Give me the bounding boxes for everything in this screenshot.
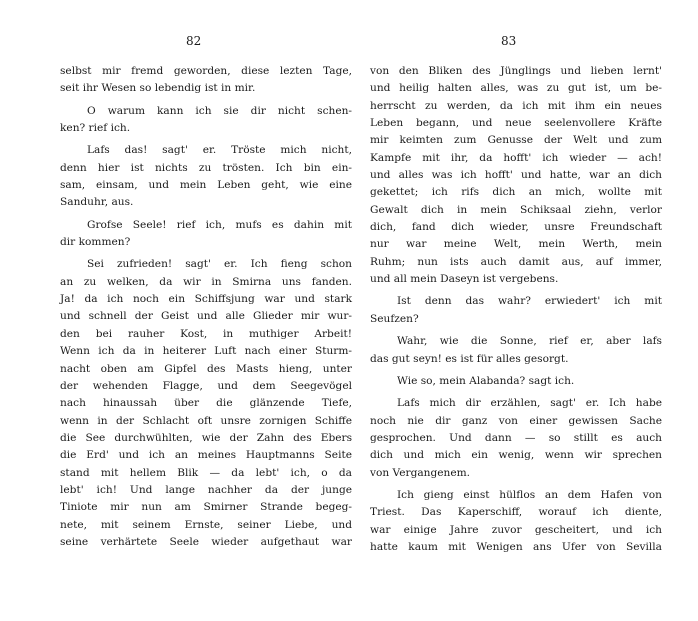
text-line: die See durchwühlten, wie der Zahn des Ebers xyxy=(60,431,352,444)
text-line: Sanduhr, aus. xyxy=(60,196,134,209)
text-line: mir keimten zum Genusse der Welt und zum xyxy=(370,134,662,147)
right-page-text xyxy=(370,63,662,556)
text-line: Sei zufrieden! sagt' er. Ich fieng schon xyxy=(87,258,352,271)
text-line: Tiniote mir nun am Smirner Strande begeg- xyxy=(60,501,352,514)
text-line: den bei rauher Kost, in muthiger Arbeit! xyxy=(60,327,352,340)
text-line: dir kommen? xyxy=(60,236,131,249)
text-line: und schnell der Geist und alle Glieder mir wur- xyxy=(60,310,352,323)
page-number-right: 83 xyxy=(501,34,517,48)
text-line: nur war meine Welt, mein Werth, mein xyxy=(370,238,662,251)
text-line: Gewalt dich in mein Schiksaal ziehn, verlor xyxy=(370,203,662,216)
text-line: und all mein Daseyn ist vergebens. xyxy=(370,273,559,286)
text-line: sam, einsam, und mein Leben geht, wie eine xyxy=(60,179,352,192)
text-line: dich und mich ein wenig, wenn wir sprechen xyxy=(370,449,662,462)
text-line: die Erd' und ich an meines Hauptmanns Seite xyxy=(60,449,352,462)
text-line: Ja! da ich noch ein Schiffsjung war und stark xyxy=(60,293,352,306)
text-line: herrscht zu werden, da ich mit ihm ein neues xyxy=(370,99,662,112)
text-line: Lafs das! sagt' er. Tröste mich nicht, xyxy=(87,144,352,157)
text-line: und alles was ich hofft' und hatte, war an dich xyxy=(370,169,662,182)
text-line: Wahr, wie die Sonne, rief er, aber lafs xyxy=(397,335,662,348)
text-line: Seufzen? xyxy=(370,312,419,325)
text-line: gekettet; ich rifs dich an mich, wollte mit xyxy=(370,186,662,199)
text-line: von den Bliken des Jünglings und lieben lernt' xyxy=(370,65,662,77)
text-line: Leben begann, und neue seelenvollere Kräfte xyxy=(370,117,662,130)
text-line: ken? rief ich. xyxy=(60,122,131,135)
text-line: der wehenden Flagge, und dem Seegevögel xyxy=(60,379,352,392)
text-line: nete, mit seinem Ernste, seiner Liebe, und xyxy=(60,518,352,531)
text-line: Ich gieng einst hülflos an dem Hafen von xyxy=(397,488,662,501)
text-line: Wie so, mein Alabanda? sagt ich. xyxy=(397,374,575,387)
text-line: nach hinaussah über die glänzende Tiefe, xyxy=(60,397,352,410)
text-line: war einige Jahre zuvor gescheitert, und ich xyxy=(370,523,662,536)
text-line: gesprochen. Und dann — so stillt es auch xyxy=(370,431,662,444)
text-line: Triest. Das Kaperschiff, worauf ich diente, xyxy=(370,506,662,519)
text-line: wenn in der Schlacht oft unsre zornigen Schiffe xyxy=(60,414,352,427)
text-line: das gut seyn! es ist für alles gesorgt. xyxy=(370,352,569,365)
text-line: selbst mir fremd geworden, diese lezten Tage, xyxy=(60,65,352,77)
text-line: O warum kann ich sie dir nicht schen- xyxy=(87,104,352,117)
text-line: an zu welken, da wir in Smirna uns fanden. xyxy=(60,275,352,288)
text-line: seit ihr Wesen so lebendig ist in mir. xyxy=(60,82,256,95)
text-line: und heilig halten alles, was zu gut ist, um be- xyxy=(370,82,662,95)
page-number-left: 82 xyxy=(186,34,202,48)
text-line: nacht oben am Gipfel des Masts hieng, unter xyxy=(60,362,352,375)
text-line: Ist denn das wahr? erwiedert' ich mit xyxy=(397,295,662,308)
text-line: Kampfe mit ihr, da hofft' ich wieder — ach! xyxy=(370,151,662,164)
left-page-text xyxy=(60,63,352,551)
text-line: denn hier ist nichts zu trösten. Ich bin ein- xyxy=(60,161,352,174)
text-line: noch nie dir ganz von einer gewissen Sache xyxy=(370,414,662,427)
text-line: von Vergangenem. xyxy=(370,466,471,479)
text-line: seine verhärtete Seele wieder aufgethaut war xyxy=(60,535,352,548)
text-line: Ruhm; nun ists auch damit aus, auf immer, xyxy=(370,255,662,268)
text-line: hatte kaum mit Wenigen ans Ufer von Sevilla xyxy=(370,540,662,553)
text-line: stand mit hellem Blik — da lebt' ich, o da xyxy=(60,466,352,479)
text-line: Wenn ich da in heiterer Luft nach einer Sturm- xyxy=(60,345,352,358)
text-line: Grofse Seele! rief ich, mufs es dahin mit xyxy=(87,218,352,231)
text-line: dich, fand dich wieder, unsre Freundschaft xyxy=(370,221,662,234)
text-line: Lafs mich dir erzählen, sagt' er. Ich habe xyxy=(397,397,662,410)
text-line: lebt' ich! Und lange nachher da der junge xyxy=(60,483,352,496)
